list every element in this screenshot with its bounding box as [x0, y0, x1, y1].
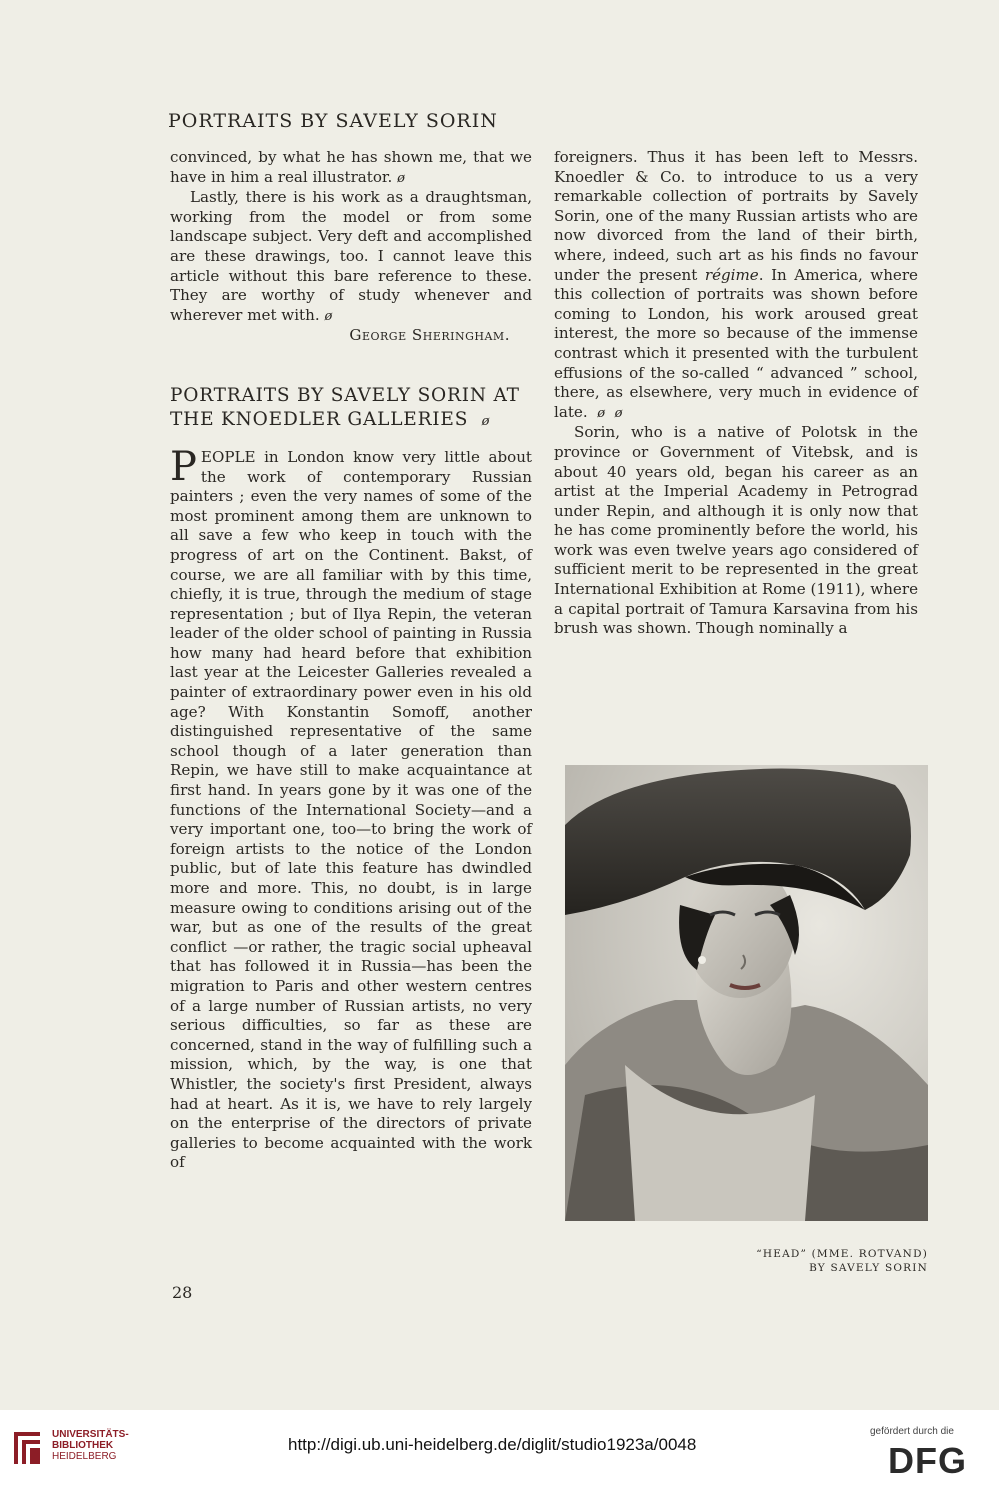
- ornament: ø: [324, 308, 333, 324]
- left-paragraph-3: PEOPLE in London know very little about the work of contemporary Russian painters ; even the very names of some of the most prominent among them are unknown to all save a few who keep in touch with the progress of art on the Continent. Bakst, of course, we are all familiar with by this time, chiefly, it is true, through the medium of stage representation ; but of Ilya Repin, the veteran leader of the older school of painting in Russia how many had heard before that exhibition last year at the Leicester Galleries revealed a painter of extraordinary power even in his old age? With Konstantin Somoff, another distinguished representative of the same school though of a later generation than Repin, we have still to make acquaintance at first hand. In years gone by it was one of the functions of the International Society—and a very important one, too—to bring the work of foreign artists to the notice of the London public, but of late this feature has dwindled more and more. This, no doubt, is in large measure owing to conditions arising out of the war, but as one of the results of the great conflict —or rather, the tragic social upheaval that has followed it in Russia—has been the migration to Paris and other western centres of a large number of Russian artists, no very serious difficulties, so far as these are concerned, stand in the way of fulfilling such a mission, which, by the way, is one that Whistler, the society's first President, always had at heart. As it is, we have to rely largely on the enterprise of the directors of private galleries to become acquainted with the work of: [170, 443, 532, 1172]
- permalink-url[interactable]: http://digi.ub.uni-heidelberg.de/diglit/studio1923a/0048: [288, 1435, 697, 1454]
- page-number: 28: [172, 1283, 193, 1302]
- ornament: ø: [597, 405, 606, 421]
- running-head: PORTRAITS BY SAVELY SORIN: [168, 110, 498, 132]
- right-column: [554, 148, 918, 639]
- university-library-logo-icon: [10, 1428, 44, 1468]
- author-signature: George Sheringham.: [349, 326, 510, 345]
- portrait-illustration: [565, 765, 928, 1221]
- drop-cap: P: [170, 443, 197, 490]
- right-paragraph-2: Sorin, who is a native of Polotsk in the province or Government of Vitebsk, and is about 40 years old, began his career as an artist at the Imperial Academy in Petrograd under Repin, and although it is only now that he has come prominently before the world, his work was even twelve years ago considered of sufficient merit to be represented in the great International Exhibition at Rome (1911), where a capital portrait of Tamura Karsavina from his brush was shown. Though nominally a: [554, 423, 918, 638]
- caption-credit: BY SAVELY SORIN: [809, 1262, 928, 1274]
- ornament: ø: [481, 413, 491, 429]
- left-paragraph-2: Lastly, there is his work as a draughtsman, working from the model or from some landscape subject. Very deft and accomplished are these drawings, too. I cannot leave this article without this bare reference to these. They are worthy of study whenever and wherever met with. ø: [170, 188, 532, 324]
- portrait-plate: [565, 765, 928, 1221]
- left-paragraph-1: convinced, by what he has shown me, that we have in him a real illustrator. ø: [170, 148, 532, 186]
- article-heading: PORTRAITS BY SAVELY SORIN AT THE KNOEDLER GALLERIES ø: [170, 384, 520, 430]
- institution-name: UNIVERSITÄTS- BIBLIOTHEK HEIDELBERG: [52, 1429, 129, 1462]
- right-paragraph-1: foreigners. Thus it has been left to Messrs. Knoedler & Co. to introduce to us a very remarkable collection of portraits by Savely Sorin, one of the many Russian artists who are now divorced from the land of their birth, where, indeed, such art as his finds no favour under the present régime. In America, where this collection of portraits was shown before coming to London, his work aroused great interest, the more so because of the immense contrast which it presented with the turbulent effusions of the so-called “ advanced ” school, there, as elsewhere, very much in evidence of late. ø ø: [554, 148, 918, 421]
- ornament: ø: [614, 405, 623, 421]
- dfg-logo: DFG: [888, 1440, 967, 1481]
- funder-note: gefördert durch die: [870, 1426, 954, 1437]
- caption-title: “HEAD” (MME. ROTVAND): [756, 1248, 928, 1260]
- left-column: [170, 148, 532, 1173]
- ornament: ø: [397, 170, 405, 186]
- plate-caption: [620, 1247, 928, 1275]
